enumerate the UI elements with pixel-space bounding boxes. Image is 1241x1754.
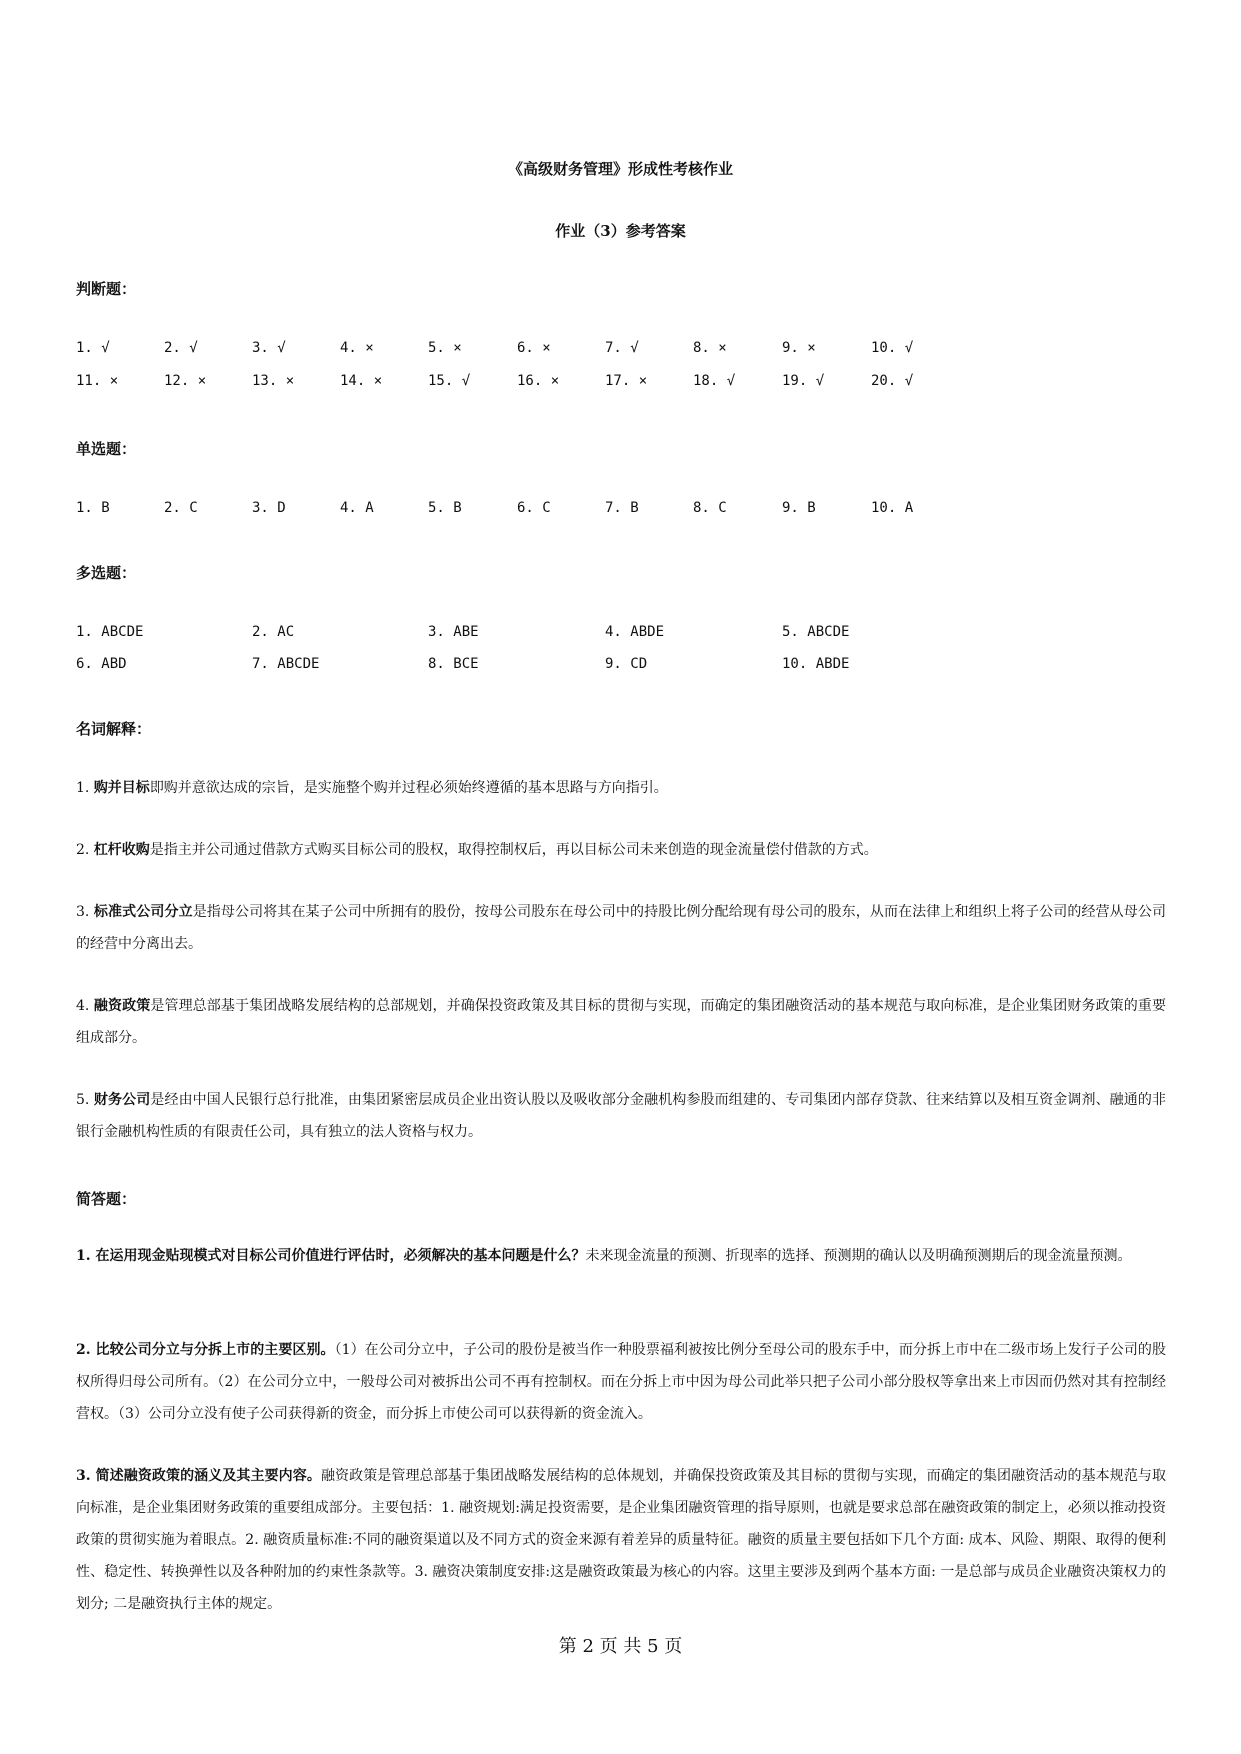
answer-item: 10. √ xyxy=(871,340,914,356)
answer-item: 1. ABCDE xyxy=(76,624,144,640)
answer-item: 6. C xyxy=(517,500,551,516)
answer-item: 2. C xyxy=(164,500,198,516)
term-name: 杠杆收购 xyxy=(93,842,150,858)
answer-item: 9. × xyxy=(782,340,816,356)
answer-item: 9. B xyxy=(782,500,816,516)
term-name: 购并目标 xyxy=(93,780,150,796)
answer-item: 9. CD xyxy=(605,656,648,672)
answer-item: 1. B xyxy=(76,500,110,516)
answer-item: 4. A xyxy=(340,500,374,516)
answer-item: 18. √ xyxy=(693,373,736,389)
short-answer-heading: 简答题： xyxy=(76,1190,137,1208)
term-text: 是管理总部基于集团战略发展结构的总部规划，并确保投资政策及其目标的贯彻与实现，而确定的集团融资活动的基本规范与取向标准，是企业集团财务政策的重要组成部分。 xyxy=(76,998,1167,1046)
question-text: 1. 在运用现金贴现模式对目标公司价值进行评估时，必须解决的基本问题是什么？ xyxy=(76,1248,586,1264)
multi-choice-heading: 多选题： xyxy=(76,564,137,582)
term-name: 融资政策 xyxy=(93,998,151,1014)
term-number: 2. xyxy=(76,842,94,858)
answer-item: 19. √ xyxy=(782,373,825,389)
term-name: 财务公司 xyxy=(93,1092,151,1108)
answer-item: 8. C xyxy=(693,500,727,516)
terms-heading: 名词解释： xyxy=(76,720,152,738)
short-answer xyxy=(76,1460,1166,1620)
answer-item: 7. ABCDE xyxy=(252,656,320,672)
answer-text: 未来现金流量的预测、折现率的选择、预测期的确认以及明确预测期后的现金流量预测。 xyxy=(585,1248,1132,1264)
document-subtitle: 作业（3）参考答案 xyxy=(555,222,686,240)
answer-text: 融资政策是管理总部基于集团战略发展结构的总体规划，并确保投资政策及其目标的贯彻与实现，而确定的集团融资活动的基本规范与取向标准，是企业集团财务政策的重要组成部分。主要包括：1. 融资规划:满足投资需要，是企业集团融资管理的指导原则，也就是要求总部在融资政策的制定上，必须以推动投资政策的贯彻实施为着眼点。2. 融资质量标准:不同的融资渠道以及不同方式的资金来源有着差异的质量特征。融资的质量主要包括如下几个方面: 成本、风险、期限、取得的便利性、稳定性、转换弹性以及各种附加的约束性条款等。3. 融资决策制度安排:这是融资政策最为核心的内容。这里主要涉及到两个基本方面: 一是总部与成员企业融资决策权力的划分; 二是融资执行主体的规定。 xyxy=(76,1468,1166,1612)
term-name: 标准式公司分立 xyxy=(93,904,193,920)
page-number-footer: 第 2 页 共 5 页 xyxy=(558,1636,683,1657)
term-definition xyxy=(76,834,1166,866)
answer-item: 2. AC xyxy=(252,624,295,640)
answer-item: 5. ABCDE xyxy=(782,624,850,640)
term-definition xyxy=(76,896,1166,960)
document-title: 《高级财务管理》形成性考核作业 xyxy=(507,160,733,178)
answer-item: 3. D xyxy=(252,500,286,516)
answer-item: 20. √ xyxy=(871,373,914,389)
answer-item: 6. ABD xyxy=(76,656,127,672)
answer-item: 4. ABDE xyxy=(605,624,665,640)
answer-item: 15. √ xyxy=(428,373,471,389)
single-choice-heading: 单选题： xyxy=(76,440,137,458)
answer-item: 16. × xyxy=(517,373,560,389)
answer-item: 10. A xyxy=(871,500,914,516)
short-answer xyxy=(76,1240,1166,1272)
term-number: 1. xyxy=(76,780,94,796)
short-answer xyxy=(76,1334,1166,1430)
term-definition xyxy=(76,990,1166,1054)
term-text: 是指主并公司通过借款方式购买目标公司的股权，取得控制权后，再以目标公司未来创造的现金流量偿付借款的方式。 xyxy=(149,842,878,858)
question-text: 3. 简述融资政策的涵义及其主要内容。 xyxy=(76,1468,321,1484)
answer-item: 7. √ xyxy=(605,340,639,356)
answer-text: （1）在公司分立中，子公司的股份是被当作一种股票福利被按比例分至母公司的股东手中，而分拆上市中在二级市场上发行子公司的股权所得归母公司所有。（2）在公司分立中，一般母公司对被拆出公司不再有控制权。而在分拆上市中因为母公司此举只把子公司小部分股权等拿出来上市因而仍然对其有控制经营权。（3）公司分立没有使子公司获得新的资金，而分拆上市使公司可以获得新的资金流入。 xyxy=(76,1342,1166,1422)
answer-item: 8. × xyxy=(693,340,727,356)
answer-item: 17. × xyxy=(605,373,648,389)
tf-heading: 判断题： xyxy=(76,280,137,298)
answer-item: 11. × xyxy=(76,373,119,389)
answer-item: 3. √ xyxy=(252,340,286,356)
answer-item: 4. × xyxy=(340,340,374,356)
term-number: 3. xyxy=(76,904,94,920)
term-number: 5. xyxy=(76,1092,94,1108)
answer-item: 5. × xyxy=(428,340,462,356)
term-text: 是指母公司将其在某子公司中所拥有的股份，按母公司股东在母公司中的持股比例分配给现有母公司的股东，从而在法律上和组织上将子公司的经营从母公司的经营中分离出去。 xyxy=(76,904,1167,952)
term-text: 即购并意欲达成的宗旨，是实施整个购并过程必须始终遵循的基本思路与方向指引。 xyxy=(149,780,668,796)
answer-item: 8. BCE xyxy=(428,656,479,672)
answer-item: 7. B xyxy=(605,500,639,516)
term-definition xyxy=(76,772,1166,804)
answer-item: 6. × xyxy=(517,340,551,356)
term-text: 是经由中国人民银行总行批准，由集团紧密层成员企业出资认股以及吸收部分金融机构参股而组建的、专司集团内部存贷款、往来结算以及相互资金调剂、融通的非银行金融机构性质的有限责任公司，具有独立的法人资格与权力。 xyxy=(76,1092,1167,1140)
answer-item: 13. × xyxy=(252,373,295,389)
question-text: 2. 比较公司分立与分拆上市的主要区别。 xyxy=(76,1342,335,1358)
term-number: 4. xyxy=(76,998,94,1014)
answer-item: 10. ABDE xyxy=(782,656,850,672)
term-definition xyxy=(76,1084,1166,1148)
answer-item: 2. √ xyxy=(164,340,198,356)
answer-item: 1. √ xyxy=(76,340,110,356)
answer-item: 5. B xyxy=(428,500,462,516)
answer-item: 12. × xyxy=(164,373,207,389)
answer-item: 3. ABE xyxy=(428,624,479,640)
answer-item: 14. × xyxy=(340,373,383,389)
